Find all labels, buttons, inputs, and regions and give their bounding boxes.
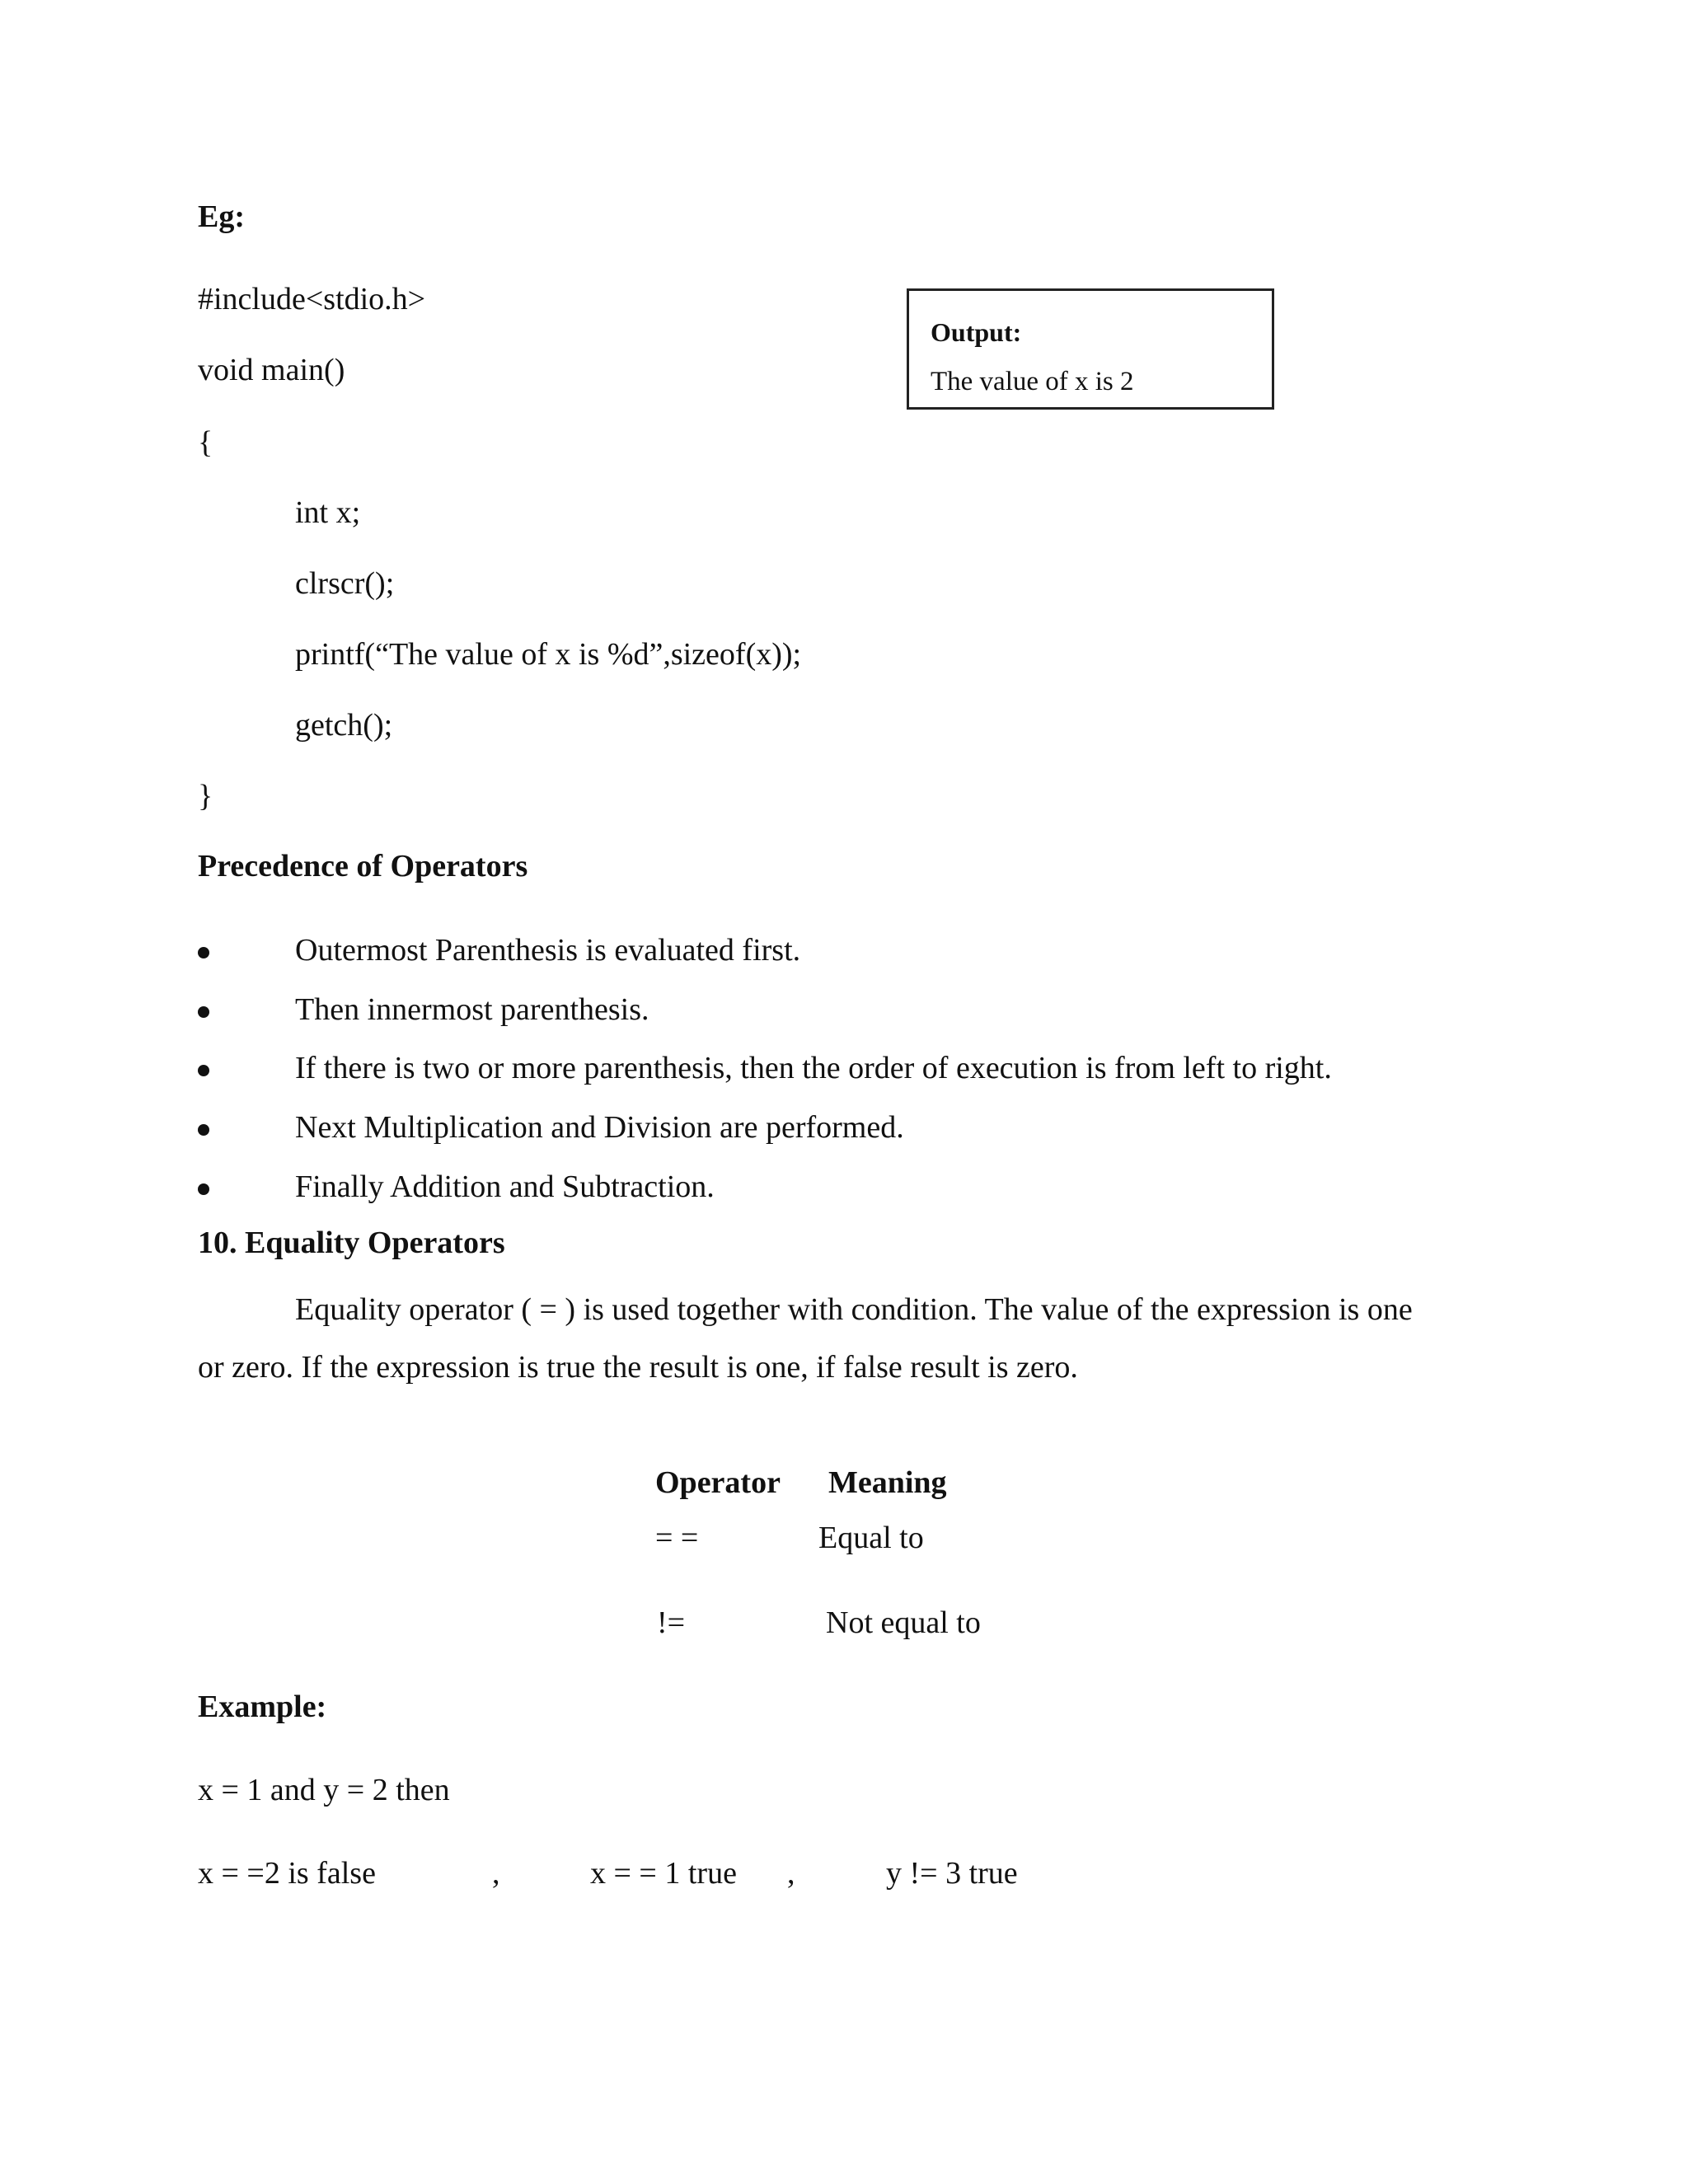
precedence-item-4: Next Multiplication and Division are performed. xyxy=(295,1110,904,1145)
example-expression-3: y != 3 true xyxy=(886,1856,1018,1891)
equality-paragraph-line-1: Equality operator ( = ) is used together with condition. The value of the expression is one xyxy=(295,1292,1413,1327)
table-header-operator: Operator xyxy=(655,1465,781,1500)
precedence-item-2: Then innermost parenthesis. xyxy=(295,992,649,1027)
equality-paragraph-line-2: or zero. If the expression is true the result is one, if false result is zero. xyxy=(198,1350,1078,1385)
table-header-meaning: Meaning xyxy=(828,1465,947,1500)
example-comma-1: , xyxy=(492,1856,500,1891)
output-box xyxy=(907,288,1274,410)
table-row-2-operator: != xyxy=(657,1605,686,1640)
table-row-1-meaning: Equal to xyxy=(818,1521,924,1555)
example-expression-1: x = =2 is false xyxy=(198,1856,376,1891)
code-int-line: int x; xyxy=(295,495,361,530)
precedence-item-3: If there is two or more parenthesis, then the order of execution is from left to right. xyxy=(295,1051,1332,1085)
code-clrscr-line: clrscr(); xyxy=(295,566,395,601)
output-text: The value of x is 2 xyxy=(931,367,1134,396)
code-include-line: #include<stdio.h> xyxy=(198,282,426,316)
precedence-item-1: Outermost Parenthesis is evaluated first. xyxy=(295,933,801,968)
output-title: Output: xyxy=(931,317,1022,347)
bullet-dot xyxy=(198,1183,209,1195)
precedence-heading: Precedence of Operators xyxy=(198,849,528,883)
equality-heading: 10. Equality Operators xyxy=(198,1226,505,1260)
code-printf-line: printf(“The value of x is %d”,sizeof(x)); xyxy=(295,637,802,672)
example-line-1: x = 1 and y = 2 then xyxy=(198,1773,450,1807)
bullet-dot xyxy=(198,1065,209,1076)
code-main-line: void main() xyxy=(198,353,345,387)
table-row-1-operator: = = xyxy=(655,1521,699,1555)
example-heading: Example: xyxy=(198,1690,327,1724)
code-open-brace: { xyxy=(198,425,213,460)
example-expression-2: x = = 1 true xyxy=(590,1856,737,1891)
bullet-dot xyxy=(198,947,209,958)
table-row-2-meaning: Not equal to xyxy=(826,1605,981,1640)
example-comma-2: , xyxy=(787,1856,795,1891)
precedence-item-5: Finally Addition and Subtraction. xyxy=(295,1169,715,1204)
code-getch-line: getch(); xyxy=(295,708,393,743)
eg-heading: Eg: xyxy=(198,199,245,234)
bullet-dot xyxy=(198,1124,209,1136)
bullet-dot xyxy=(198,1006,209,1018)
code-close-brace: } xyxy=(198,779,213,813)
